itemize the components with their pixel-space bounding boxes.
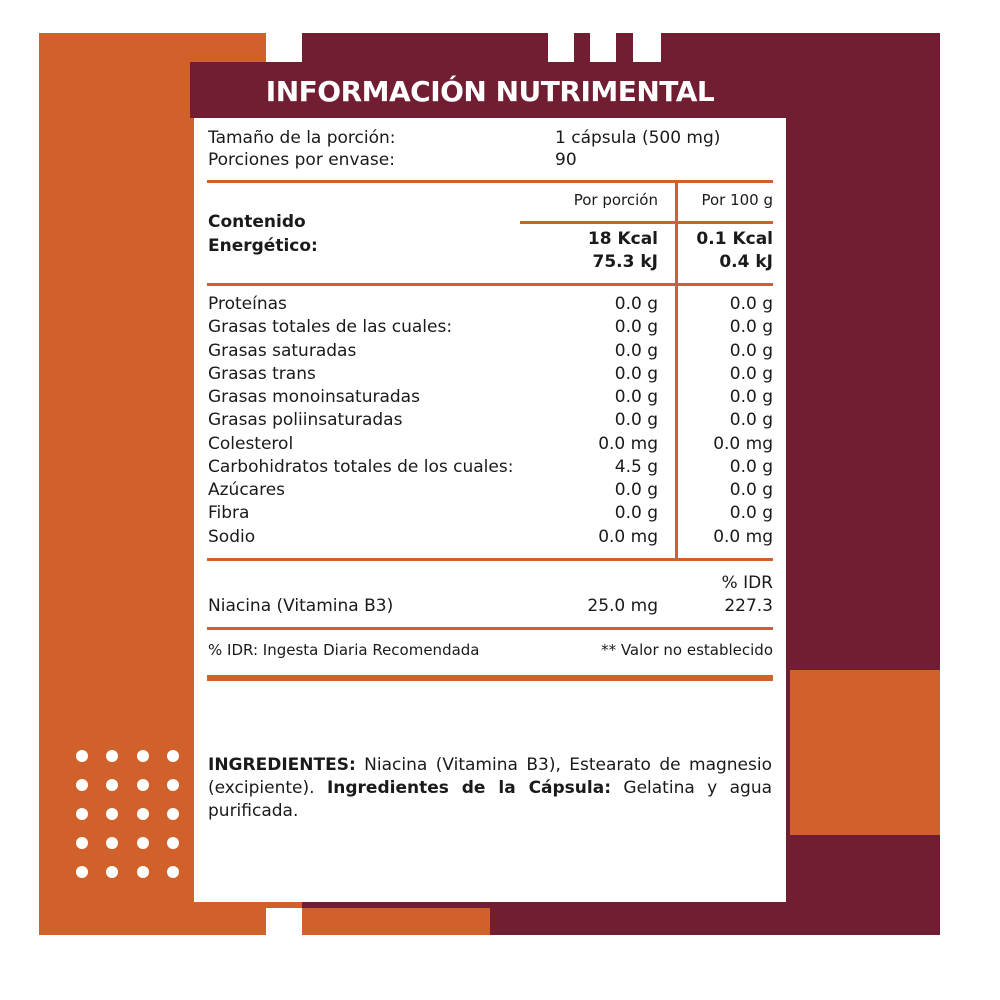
nutrient-name: Grasas saturadas bbox=[208, 341, 357, 361]
dot bbox=[167, 837, 179, 849]
divider bbox=[207, 180, 773, 183]
serving-size-value: 1 cápsula (500 mg) bbox=[555, 128, 721, 148]
nutrient-name: Sodio bbox=[208, 527, 256, 547]
divider bbox=[207, 627, 773, 630]
dot bbox=[137, 750, 149, 762]
nutrient-serving: 0.0 g bbox=[614, 410, 658, 430]
vitamin-name bbox=[208, 596, 393, 616]
deco-square-1 bbox=[266, 33, 302, 62]
divider bbox=[207, 283, 773, 286]
deco-square-3 bbox=[590, 33, 616, 62]
energy-kcal-100g: 0.1 Kcal bbox=[696, 229, 773, 249]
energy-label-line2: Energético: bbox=[208, 236, 318, 256]
nutrient-per100: 0.0 g bbox=[729, 317, 773, 337]
footnote-no-value: ** Valor no establecido bbox=[601, 641, 773, 659]
column-header-per-100g: Por 100 g bbox=[701, 191, 773, 209]
dot bbox=[106, 779, 118, 791]
serving-size-label: Tamaño de la porción: bbox=[208, 128, 396, 148]
energy-kcal-serving: 18 Kcal bbox=[587, 229, 658, 249]
nutrient-serving: 0.0 mg bbox=[598, 527, 658, 547]
nutrient-per100: 0.0 g bbox=[729, 341, 773, 361]
nutrient-per100: 0.0 g bbox=[729, 503, 773, 523]
nutrient-per100: 0.0 mg bbox=[713, 434, 773, 454]
nutrient-name: Fibra bbox=[208, 503, 250, 523]
dot bbox=[167, 750, 179, 762]
dot bbox=[106, 808, 118, 820]
column-header-per-serving: Por porción bbox=[573, 191, 658, 209]
deco-orange-bottom-strip bbox=[302, 908, 490, 935]
idr-column-header: % IDR bbox=[721, 573, 773, 593]
dot bbox=[106, 750, 118, 762]
ingredients-text bbox=[208, 754, 772, 823]
nutrient-serving: 0.0 g bbox=[614, 341, 658, 361]
nutrient-name: Colesterol bbox=[208, 434, 294, 454]
nutrient-per100: 0.0 mg bbox=[713, 527, 773, 547]
column-separator bbox=[675, 283, 678, 560]
vitamin-amount: 25.0 mg bbox=[587, 596, 658, 616]
deco-white-bottom-square bbox=[266, 908, 302, 935]
nutrient-name: Grasas poliinsaturadas bbox=[208, 410, 403, 430]
nutrient-per100: 0.0 g bbox=[729, 410, 773, 430]
nutrient-name: Grasas totales de las cuales: bbox=[208, 317, 453, 337]
dot bbox=[137, 779, 149, 791]
servings-per-container-value: 90 bbox=[555, 150, 577, 170]
dot bbox=[76, 866, 88, 878]
divider-thick bbox=[207, 675, 773, 681]
energy-kj-100g: 0.4 kJ bbox=[719, 252, 773, 272]
capsule-ingredients-list: Gelatina y agua purificada. bbox=[208, 778, 773, 821]
energy-label-line1: Contenido bbox=[208, 212, 306, 232]
nutrient-serving: 0.0 mg bbox=[598, 434, 658, 454]
nutrient-serving: 4.5 g bbox=[614, 457, 658, 477]
divider bbox=[207, 558, 773, 561]
nutrient-serving: 0.0 g bbox=[614, 317, 658, 337]
capsule-ingredients-label: Ingredientes de la Cápsula: bbox=[326, 778, 612, 798]
nutrient-serving: 0.0 g bbox=[614, 364, 658, 384]
nutrient-per100: 0.0 g bbox=[729, 364, 773, 384]
dot bbox=[137, 866, 149, 878]
dot bbox=[76, 808, 88, 820]
nutrient-per100: 0.0 g bbox=[729, 294, 773, 314]
dot bbox=[106, 866, 118, 878]
dot bbox=[76, 750, 88, 762]
nutrient-serving: 0.0 g bbox=[614, 480, 658, 500]
vitamin-name-bold: Niacina bbox=[208, 596, 272, 616]
divider bbox=[520, 221, 773, 224]
nutrient-serving: 0.0 g bbox=[614, 294, 658, 314]
column-separator bbox=[675, 180, 678, 283]
footnote-idr: % IDR: Ingesta Diaria Recomendada bbox=[208, 641, 480, 659]
nutrient-per100: 0.0 g bbox=[729, 387, 773, 407]
nutrient-name: Grasas monoinsaturadas bbox=[208, 387, 420, 407]
vitamin-idr: 227.3 bbox=[724, 596, 773, 616]
energy-kj-serving: 75.3 kJ bbox=[592, 252, 658, 272]
nutrient-name: Carbohidratos totales de los cuales: bbox=[208, 457, 514, 477]
nutrient-per100: 0.0 g bbox=[729, 480, 773, 500]
ingredients-label: INGREDIENTES: bbox=[208, 755, 356, 775]
ingredients-list: Niacina (Vitamina B3), Estearato de magnesio (excipiente). bbox=[208, 755, 772, 798]
dot bbox=[167, 866, 179, 878]
dot bbox=[76, 837, 88, 849]
servings-per-container-label: Porciones por envase: bbox=[208, 150, 395, 170]
nutrient-serving: 0.0 g bbox=[614, 503, 658, 523]
page-title: INFORMACIÓN NUTRIMENTAL bbox=[265, 75, 715, 108]
deco-square-2 bbox=[548, 33, 574, 62]
nutrient-name: Azúcares bbox=[208, 480, 286, 500]
nutrient-per100: 0.0 g bbox=[729, 457, 773, 477]
dot bbox=[167, 808, 179, 820]
deco-orange-right-block bbox=[790, 670, 940, 835]
nutrient-serving: 0.0 g bbox=[614, 387, 658, 407]
dot bbox=[76, 779, 88, 791]
vitamin-name-rest: (Vitamina B3) bbox=[271, 596, 394, 616]
dot bbox=[106, 837, 118, 849]
nutrient-name: Grasas trans bbox=[208, 364, 316, 384]
nutrient-name: Proteínas bbox=[208, 294, 287, 314]
dot bbox=[137, 808, 149, 820]
deco-square-4 bbox=[633, 33, 661, 62]
dot bbox=[137, 837, 149, 849]
dot bbox=[167, 779, 179, 791]
